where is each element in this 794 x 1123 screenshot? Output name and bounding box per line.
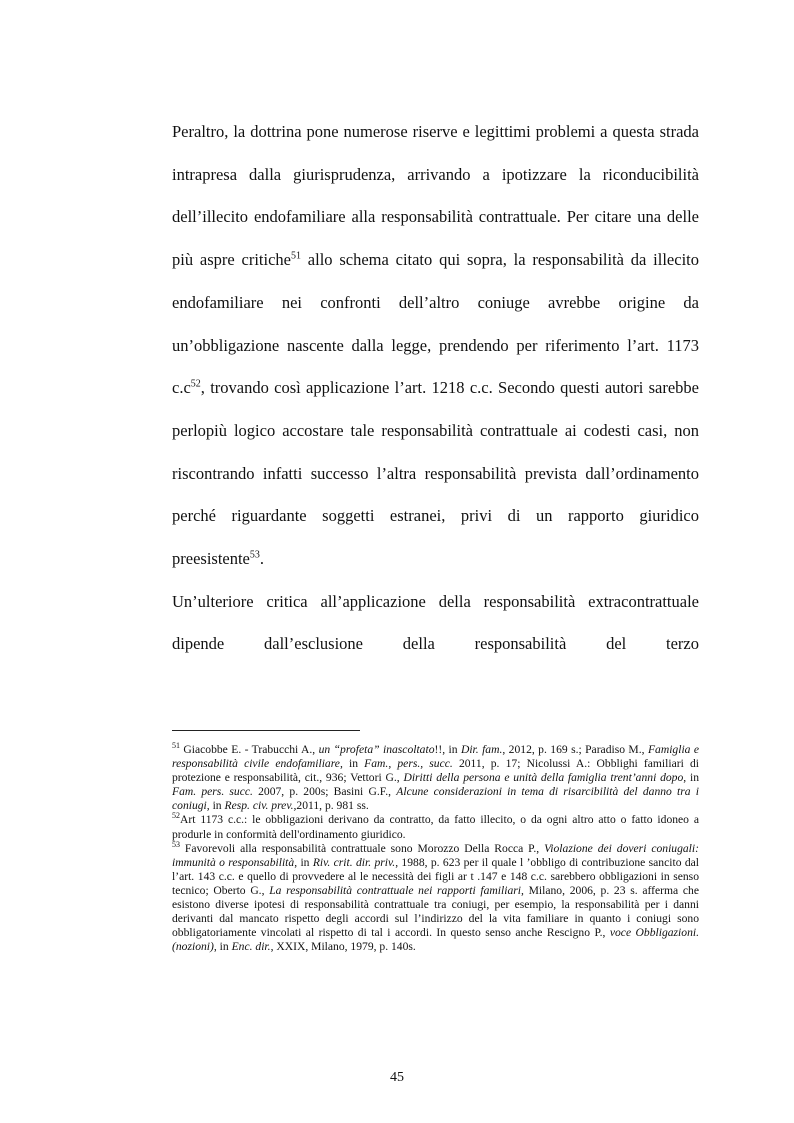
main-text bbox=[172, 111, 699, 666]
footnote-ref-52[interactable]: 52 bbox=[190, 378, 201, 390]
footnote-italic: Fam., pers., succ. bbox=[364, 757, 453, 771]
footnote-ref-51[interactable]: 51 bbox=[290, 250, 301, 262]
footnote-italic: La responsabilità contrattuale nei rapporti familiari, bbox=[269, 883, 524, 897]
paragraph-1-text-a: Peraltro, la dottrina pone numerose riserve e legittimi problemi a questa strada intrapresa dalla giurisprudenza, arrivando a ipotizzare la riconducibilità dell’illecito endofamiliare alla responsabilità contrattuale. Per citare una delle più aspre critiche bbox=[172, 122, 699, 270]
footnote-text: 2011, p. 17; Nicolussi A.: Obblighi familiari di protezione e responsabilità, cit., 936; Vettori G., bbox=[172, 757, 699, 785]
footnote-51 bbox=[172, 743, 699, 813]
footnote-text: Milano, 2006, p. 23 s. afferma che esistono diverse ipotesi di responsabilità contrattuale tra coniugi, per esempio, la responsabilità per i danni derivanti dal mancato rispetto degli accordi sul l’indirizzo del la vita familiare in quanto i coniugi sono obbligatoriamente vincolati al rispetto di tal i accordi. In questo senso anche Rescigno P., bbox=[172, 883, 699, 940]
footnote-text: Giacobbe E. - Trabucchi A., bbox=[180, 743, 319, 756]
footnote-number: 51 bbox=[172, 741, 180, 751]
footnote-italic: Violazione dei doveri coniugali: immunità o responsabilità bbox=[172, 841, 699, 869]
footnote-text: , in bbox=[683, 771, 699, 785]
footnote-number: 53 bbox=[172, 839, 180, 849]
footnote-italic: voce Obbligazioni. (nozioni) bbox=[172, 926, 699, 954]
footnote-ref-53[interactable]: 53 bbox=[249, 549, 260, 561]
footnote-text: in bbox=[342, 757, 365, 771]
footnote-italic: Enc. dir. bbox=[231, 940, 271, 954]
footnote-text: , 1988, p. 623 per il quale l ’obbligo di contribuzione sancito dal l’art. 143 c.c. e quello di provvedere al le necessità dei figli ar t .147 e 148 c.c. sarebbero obbligazioni in senso tecnico; Oberto G., bbox=[172, 855, 699, 897]
footnote-italic: un “profeta” inascoltato bbox=[318, 743, 435, 756]
footnote-number: 52 bbox=[172, 811, 180, 821]
footnote-italic: Alcune considerazioni in tema di risarcibilità del danno tra i coniugi, bbox=[172, 785, 699, 813]
footnote-text: , 2012, p. 169 s.; Paradiso M., bbox=[502, 743, 648, 756]
paragraph-1-text-b: allo schema citato qui sopra, la responsabilità da illecito endofamiliare nei confronti dell’altro coniuge avrebbe origine da un’obbligazione nascente dalla legge, prendendo per riferimento l’art. 1173 c.c bbox=[172, 250, 699, 398]
footnote-italic: Famiglia e responsabilità civile endofamiliare, bbox=[172, 743, 700, 771]
footnote-text: , in bbox=[213, 940, 232, 954]
footnote-italic: Diritti della persona e unità della famiglia trent’anni dopo bbox=[403, 771, 684, 785]
footnote-text: 2011, p. 981 ss. bbox=[296, 799, 369, 813]
paragraph-2: Un’ulteriore critica all’applicazione della responsabilità extracontrattuale dipende dall’esclusione della responsabilità del terzo bbox=[172, 591, 699, 654]
footnote-text: Favorevoli alla responsabilità contrattuale sono Morozzo Della Rocca P., bbox=[180, 841, 545, 855]
footnote-text: , in bbox=[294, 855, 313, 869]
page-number: 45 bbox=[390, 1070, 404, 1085]
footnote-italic: Fam. pers. succ. bbox=[172, 785, 253, 799]
footnote-text: !!, in bbox=[434, 743, 461, 756]
paragraph-1 bbox=[172, 111, 699, 581]
footnote-text: Art 1173 c.c.: le obbligazioni derivano da contratto, da fatto illecito, o da ogni altro atto o fatto idoneo a produrle in conformità dell'ordinamento giuridico. bbox=[172, 813, 699, 841]
footnotes bbox=[172, 743, 699, 954]
paragraph-1-text-c: , trovando così applicazione l’art. 1218 c.c. Secondo questi autori sarebbe perlopiù logico accostare tale responsabilità contrattuale ai codesti casi, non riscontrando infatti successo l’altra responsabilità prevista dall’ordinamento perché riguardante soggetti estranei, privi di un rapporto giuridico preesistente bbox=[172, 378, 699, 569]
footnote-text: in bbox=[209, 799, 225, 813]
footnote-italic: Resp. civ. prev., bbox=[224, 799, 297, 813]
footnote-italic: Riv. crit. dir. priv. bbox=[312, 855, 396, 869]
footnote-52 bbox=[172, 813, 699, 841]
footnote-53 bbox=[172, 839, 699, 955]
footnote-separator bbox=[172, 730, 360, 731]
paragraph-1-text-d: . bbox=[259, 549, 265, 569]
footnote-text: , XXIX, Milano, 1979, p. 140s. bbox=[270, 940, 416, 954]
footnote-italic: Dir. fam. bbox=[460, 743, 503, 756]
footnote-text: 2007, p. 200s; Basini G.F., bbox=[252, 785, 397, 799]
